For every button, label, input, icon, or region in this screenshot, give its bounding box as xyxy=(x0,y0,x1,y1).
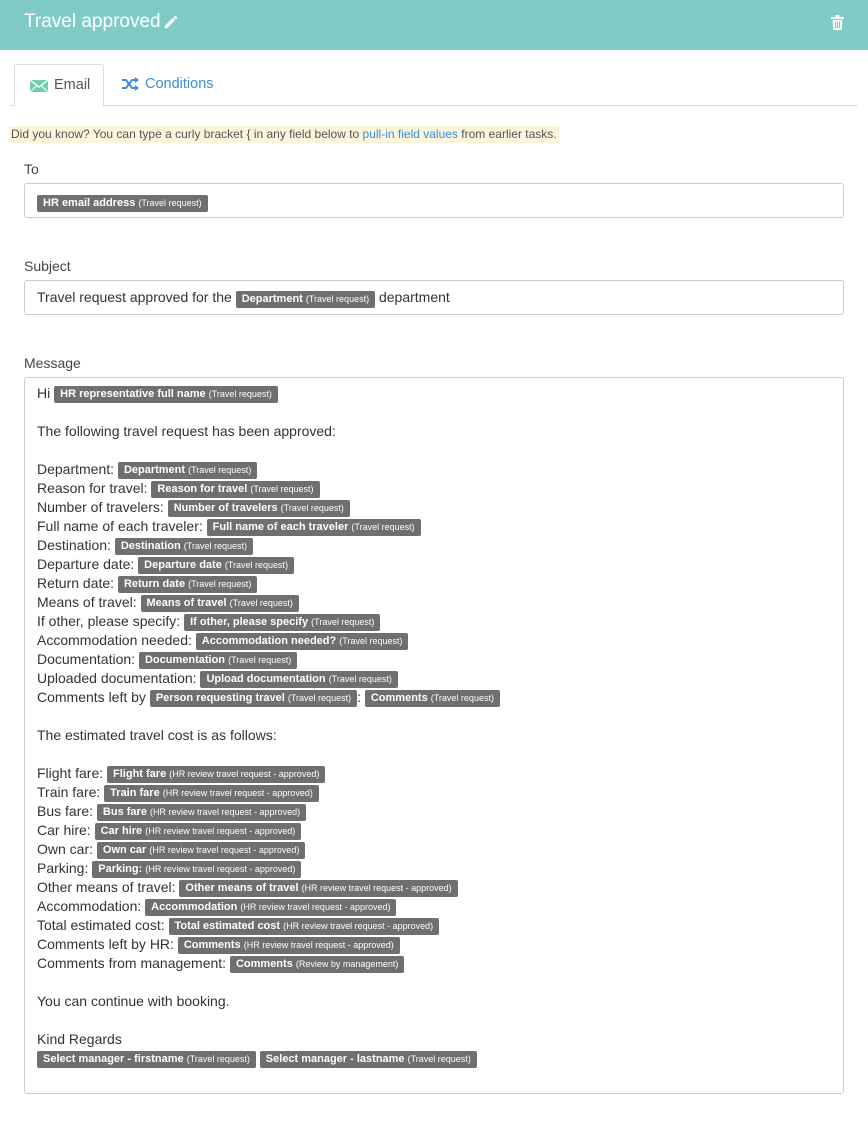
chip-name: Person requesting travel xyxy=(155,692,285,704)
message-line-text: Car hire: xyxy=(37,822,95,838)
pencil-icon[interactable] xyxy=(163,15,178,30)
chip-source: (HR review travel request - approved) xyxy=(301,883,452,893)
pull-in-field-values-link[interactable]: pull-in field values xyxy=(362,127,458,141)
message-line-text: Means of travel: xyxy=(37,594,141,610)
message-line xyxy=(37,840,305,859)
message-line-text: Own car: xyxy=(37,841,97,857)
message-line xyxy=(37,783,319,802)
chip-name: Comments xyxy=(235,958,293,970)
chip-source: (HR review travel request - approved) xyxy=(240,902,391,912)
chip-name: Other means of travel xyxy=(185,882,299,894)
chip-name: Departure date xyxy=(144,559,222,571)
chip-source: (Travel request) xyxy=(229,598,293,608)
chip-name: If other, please specify xyxy=(190,616,309,628)
chip-source: (Travel request) xyxy=(188,465,252,475)
message-line xyxy=(37,821,301,840)
message-line-text: Accommodation: xyxy=(37,898,146,914)
trash-icon[interactable] xyxy=(831,15,844,30)
chip-name: Department xyxy=(123,464,186,476)
field-value-chip[interactable] xyxy=(107,766,325,783)
chip-name: Train fare xyxy=(110,787,160,799)
message-line-text: You can continue with booking. xyxy=(37,993,230,1009)
chip-name: Department xyxy=(241,293,303,305)
chip-source: (Travel request) xyxy=(287,693,352,703)
message-line xyxy=(37,574,257,593)
to-chip-hr-email[interactable] xyxy=(37,195,208,212)
chip-name: Bus fare xyxy=(102,806,147,818)
envelope-icon xyxy=(30,80,48,92)
chip-source: (HR review travel request - approved) xyxy=(150,807,301,817)
field-value-chip[interactable] xyxy=(37,1051,256,1068)
message-line-text: If other, please specify: xyxy=(37,613,185,629)
message-line xyxy=(37,1049,477,1068)
message-line xyxy=(37,612,380,631)
message-line xyxy=(37,422,336,441)
chip-source: (Travel request) xyxy=(183,541,247,551)
chip-name: HR representative full name xyxy=(60,388,206,400)
message-line xyxy=(37,688,500,707)
message-line xyxy=(37,992,230,1011)
message-line xyxy=(37,859,301,878)
field-value-chip[interactable] xyxy=(260,1051,477,1068)
chip-source: (HR review travel request - approved) xyxy=(169,769,320,779)
chip-name: Car hire xyxy=(100,825,143,837)
tab-bar xyxy=(10,64,858,106)
chip-source: (HR review travel request - approved) xyxy=(243,940,394,950)
field-value-chip[interactable] xyxy=(196,633,409,650)
tab-email-label: Email xyxy=(54,77,91,93)
message-line xyxy=(37,802,306,821)
message-line xyxy=(37,498,350,517)
message-line xyxy=(37,916,439,935)
field-value-chip[interactable] xyxy=(169,918,440,935)
message-line-text: Train fare: xyxy=(37,784,105,800)
field-value-chip[interactable] xyxy=(141,595,299,612)
message-line xyxy=(37,669,398,688)
chip-name: Parking: xyxy=(98,863,143,875)
field-value-chip[interactable] xyxy=(139,652,297,669)
shuffle-icon xyxy=(122,77,139,91)
tab-email[interactable] xyxy=(14,64,104,107)
field-value-chip[interactable] xyxy=(365,690,500,707)
field-values-tip xyxy=(9,126,559,143)
subject-field[interactable] xyxy=(24,280,844,315)
chip-source: (Travel request) xyxy=(328,674,392,684)
message-line-text: Documentation: xyxy=(37,651,139,667)
chip-source: (HR review travel request - approved) xyxy=(145,826,296,836)
chip-source: (Travel request) xyxy=(430,693,494,703)
chip-source: (Travel request) xyxy=(280,503,344,513)
message-line xyxy=(37,593,299,612)
message-line xyxy=(37,517,421,536)
message-line-text: Comments left by xyxy=(37,689,150,705)
message-line xyxy=(37,954,404,973)
message-line-text: Comments left by HR: xyxy=(37,936,178,952)
field-value-chip[interactable] xyxy=(207,519,421,536)
message-line-text: Destination: xyxy=(37,537,115,553)
field-value-chip[interactable] xyxy=(92,861,301,878)
message-line xyxy=(37,460,257,479)
message-line xyxy=(37,878,458,897)
subject-chip-department[interactable] xyxy=(236,291,375,308)
chip-name: Select manager - lastname xyxy=(265,1053,405,1065)
message-line-text: Kind Regards xyxy=(37,1031,122,1047)
message-line xyxy=(37,764,325,783)
message-line xyxy=(37,631,408,650)
message-line-text: Full name of each traveler: xyxy=(37,518,207,534)
chip-source: (HR review travel request - approved) xyxy=(283,921,434,931)
tip-suffix: from earlier tasks. xyxy=(457,127,557,141)
chip-name: Accommodation needed? xyxy=(201,635,337,647)
message-line xyxy=(37,650,297,669)
chip-name: Reason for travel xyxy=(157,483,248,495)
chip-source: (Travel request) xyxy=(188,579,252,589)
chip-source: (HR review travel request - approved) xyxy=(162,788,313,798)
chip-source: (Travel request) xyxy=(224,560,289,570)
chip-name: Documentation xyxy=(144,654,226,666)
subject-text-after: department xyxy=(375,289,450,305)
message-line xyxy=(37,555,294,574)
tab-conditions-label: Conditions xyxy=(145,76,214,92)
task-header xyxy=(0,0,868,50)
field-value-chip[interactable] xyxy=(115,538,253,555)
message-line-text: Bus fare: xyxy=(37,803,97,819)
chip-source: (Travel request) xyxy=(351,522,415,532)
field-value-chip[interactable] xyxy=(145,899,396,916)
message-label: Message xyxy=(24,355,81,371)
chip-name: Number of travelers xyxy=(173,502,278,514)
chip-source: (Travel request) xyxy=(208,389,272,399)
chip-name: Comments xyxy=(183,939,241,951)
message-line-text: Department: xyxy=(37,461,118,477)
chip-name: Flight fare xyxy=(113,768,167,780)
tip-prefix: Did you know? You can type a curly bracket { in any field below to xyxy=(11,127,363,141)
message-line xyxy=(37,897,396,916)
field-value-chip[interactable] xyxy=(95,823,302,840)
message-line xyxy=(37,1030,122,1049)
chip-source: (Travel request) xyxy=(407,1054,471,1064)
chip-source: (HR review travel request - approved) xyxy=(149,845,300,855)
message-line xyxy=(37,935,400,954)
chip-source: (Travel request) xyxy=(228,655,292,665)
message-line-text: Return date: xyxy=(37,575,118,591)
chip-name: Means of travel xyxy=(146,597,227,609)
chip-name: Select manager - firstname xyxy=(43,1053,184,1065)
chip-name: Upload documentation xyxy=(206,673,326,685)
field-value-chip[interactable] xyxy=(118,462,257,479)
field-value-chip[interactable] xyxy=(138,557,294,574)
message-line-text: Reason for travel: xyxy=(37,480,152,496)
chip-separator: : xyxy=(357,689,365,705)
message-line xyxy=(37,384,278,403)
message-line-text: Departure date: xyxy=(37,556,139,572)
chip-name: Total estimated cost xyxy=(174,920,281,932)
chip-source: (Travel request) xyxy=(311,617,375,627)
message-line-text: The following travel request has been approved: xyxy=(37,423,336,439)
chip-source: (HR review travel request - approved) xyxy=(145,864,296,874)
chip-name: Destination xyxy=(120,540,181,552)
message-line-text: Other means of travel: xyxy=(37,879,180,895)
message-line-text: Parking: xyxy=(37,860,93,876)
field-value-chip[interactable] xyxy=(104,785,319,802)
message-line xyxy=(37,726,277,745)
message-line-text: Flight fare: xyxy=(37,765,108,781)
subject-label: Subject xyxy=(24,258,71,274)
message-line-text: Number of travelers: xyxy=(37,499,168,515)
field-value-chip[interactable] xyxy=(151,481,319,498)
field-value-chip[interactable] xyxy=(118,576,257,593)
field-value-chip[interactable] xyxy=(178,937,400,954)
field-value-chip[interactable] xyxy=(200,671,397,688)
field-value-chip[interactable] xyxy=(168,500,350,517)
chip-source: (Review by management) xyxy=(295,959,399,969)
chip-source: (Travel request) xyxy=(138,198,202,208)
message-field[interactable] xyxy=(24,377,844,1094)
message-line-text: Accommodation needed: xyxy=(37,632,196,648)
subject-text-before: Travel request approved for the xyxy=(37,289,236,305)
chip-name: Return date xyxy=(123,578,186,590)
to-label: To xyxy=(24,161,39,177)
message-line xyxy=(37,479,320,498)
chip-name: Own car xyxy=(102,844,147,856)
message-line xyxy=(37,536,253,555)
chip-name: Full name of each traveler xyxy=(212,521,349,533)
chip-source: (Travel request) xyxy=(250,484,314,494)
chip-name: Comments xyxy=(370,692,428,704)
task-title[interactable]: Travel approved xyxy=(24,11,161,32)
field-value-chip[interactable] xyxy=(179,880,457,897)
chip-name: HR email address xyxy=(43,197,136,209)
to-field[interactable] xyxy=(24,183,844,218)
field-value-chip[interactable] xyxy=(97,842,306,859)
field-value-chip[interactable] xyxy=(230,956,404,973)
field-value-chip[interactable] xyxy=(184,614,380,631)
message-line-text: Comments from management: xyxy=(37,955,230,971)
field-value-chip[interactable] xyxy=(54,386,278,403)
field-value-chip[interactable] xyxy=(150,690,357,707)
chip-source: (Travel request) xyxy=(339,636,403,646)
chip-source: (Travel request) xyxy=(305,294,370,304)
message-line-text: The estimated travel cost is as follows: xyxy=(37,727,277,743)
message-line-text: Total estimated cost: xyxy=(37,917,169,933)
chip-name: Accommodation xyxy=(151,901,238,913)
message-line-text: Uploaded documentation: xyxy=(37,670,201,686)
message-line-text: Hi xyxy=(37,385,55,401)
chip-source: (Travel request) xyxy=(186,1054,250,1064)
field-value-chip[interactable] xyxy=(97,804,306,821)
